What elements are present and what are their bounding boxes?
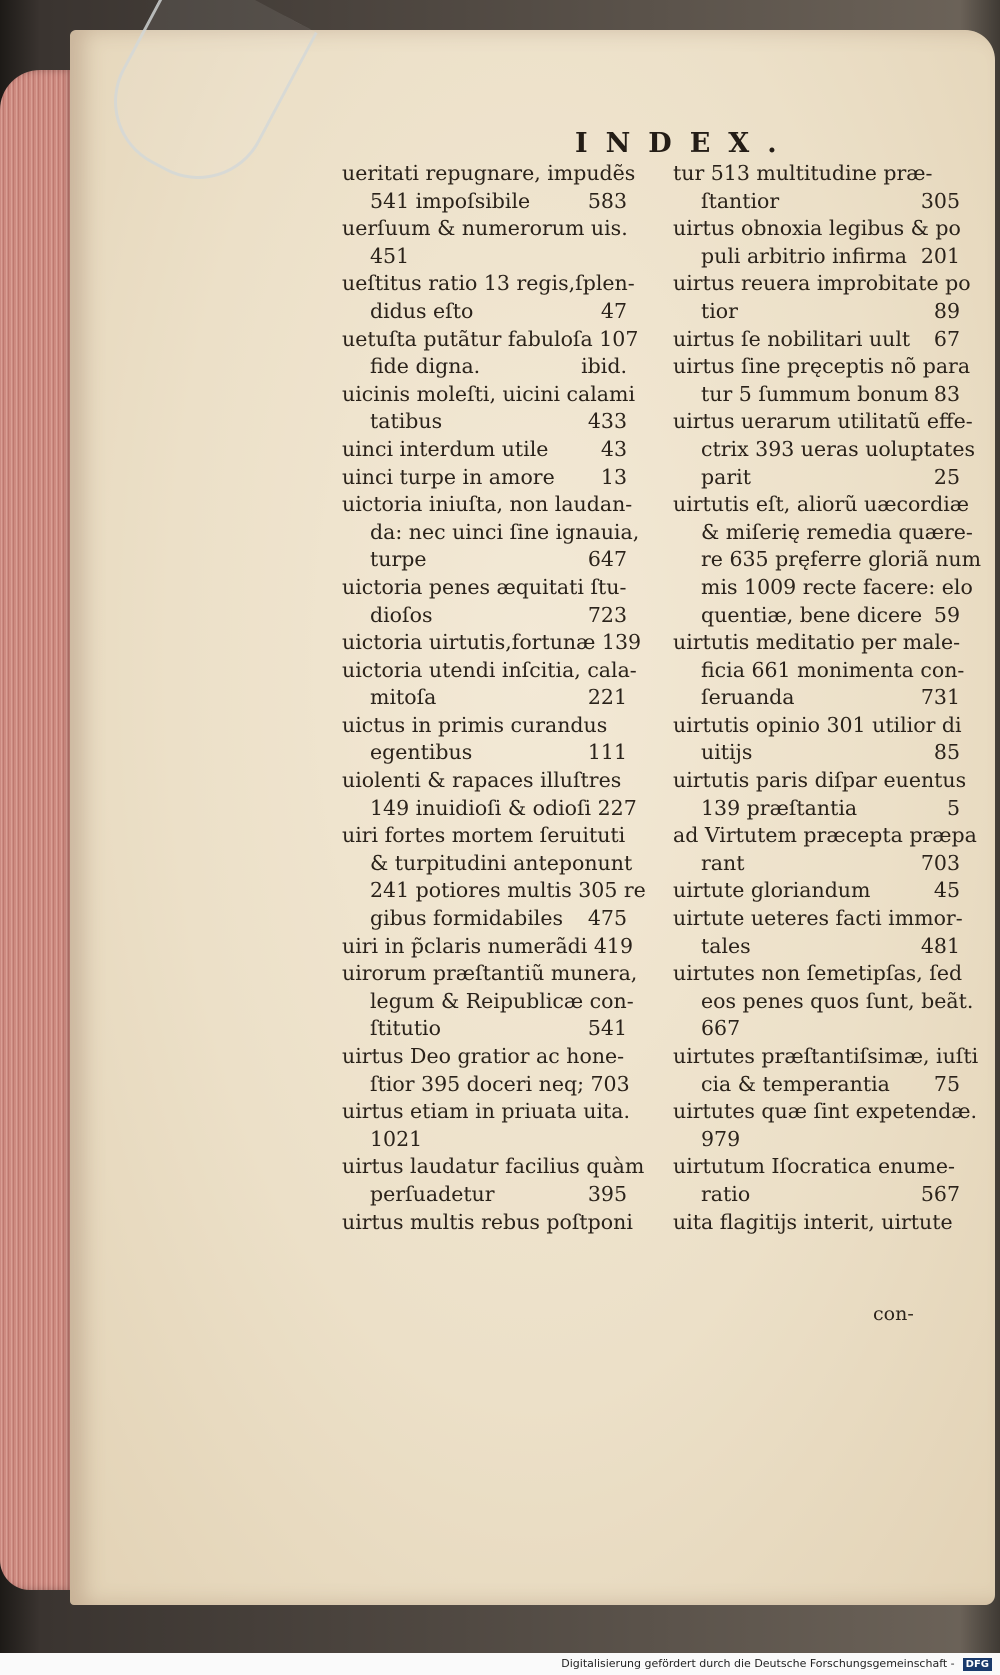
index-entry [342,1209,633,1237]
index-entry-line: ſtantior 305 [673,188,960,216]
index-entry-line: uiri in p̃claris numerãdi 419 [342,933,634,958]
index-page-number: 13 [600,464,627,489]
index-entry-line: uita flagitijs interit, uirtute [673,1209,953,1234]
index-entry [673,1153,960,1208]
index-entry-line: da: nec uinci ſine ignauia, [370,519,640,544]
index-page-number: 75 [933,1071,960,1096]
index-entry-line: 241 potiores multis 305 re [370,878,646,903]
index-page-number: 201 [920,243,960,268]
index-entry [342,933,634,961]
index-entry [342,822,646,932]
index-entry-line: mitoſa 221 [342,684,627,712]
index-page-number: 83 [933,381,960,406]
index-entry-line: uictoria utendi inſcitia, cala- [342,657,637,682]
index-entry-line: & turpitudini anteponunt [370,850,633,875]
index-entry-line: uirtus laudatur facilius quàm [342,1154,645,1179]
index-entry-line: ſtior 395 doceri neq; 703 [370,1071,630,1096]
index-page-number: 433 [587,409,627,434]
index-entry-line: egentibus 111 [342,739,627,767]
index-page-number: 85 [933,740,960,765]
index-entry [673,960,974,1043]
index-entry-line: 149 inuidioſi & odioſi 227 [370,795,637,820]
index-entry-line: uirtutes non ſemetipſas, ſed [673,961,963,986]
index-page-number: 475 [587,906,627,931]
index-page-number: 25 [933,464,960,489]
index-page-number: 647 [587,547,627,572]
index-entry-line: ad Virtutem præcepta præpa [673,823,977,848]
index-entry [673,491,982,629]
index-entry-line: uirtus reuera improbitate po [673,271,971,296]
index-entry [673,160,960,215]
index-entry-line: uirtus Deo gratior ac hone- [342,1044,625,1068]
index-entry-line: uirtutis opinio 301 utilior di [673,712,962,737]
index-entry-line: puli arbitrio infirma 201 [673,243,960,271]
index-entry [673,712,960,767]
index-entry-line: eos penes quos ſunt, beãt. [701,988,974,1013]
index-entry-line: tur 5 ſummum bonum 83 [673,381,960,409]
index-page-number: 89 [933,298,960,323]
index-page-number: 395 [587,1181,627,1206]
index-entry [342,960,638,1043]
index-entry-line: parit 25 [673,464,960,492]
index-entry-line: uirtute gloriandum 45 [673,877,960,905]
index-entry [342,574,627,629]
index-entry-line: uinci turpe in amore 13 [342,464,627,492]
index-entry-line: uetuſta putãtur fabuloſa 107 [342,326,639,351]
index-entry-line: tur 513 multitudine præ- [673,161,933,185]
index-entry-line: 1021 [370,1126,423,1151]
index-entry-line: uitijs 85 [673,739,960,767]
index-page-number: 567 [920,1181,960,1206]
index-entry-line: uinci interdum utile 43 [342,436,627,464]
index-entry-line: ſtitutio 541 [342,1015,627,1043]
index-page-number: 221 [587,685,627,710]
index-entry [342,1043,630,1098]
index-entry-line: tior 89 [673,298,960,326]
index-entry-line: gibus formidabiles 475 [342,905,627,933]
index-entry-line: rant 703 [673,850,960,878]
index-entry-line: 979 [701,1126,741,1151]
index-entry [342,326,639,381]
index-entry-line: ſeruanda 731 [673,684,960,712]
index-entry-line: uirorum præſtantiũ munera, [342,961,638,986]
index-entry-line: uirtutis paris diſpar euentus [673,768,967,793]
index-entry [673,1098,978,1153]
index-entry-line: uirtute ueteres facti immor- [673,906,963,931]
index-column-right [673,160,982,1236]
index-entry [673,767,967,822]
index-entry-line: & miſerię remedia quære- [701,519,973,544]
index-entry [673,353,971,408]
index-entry [342,436,627,464]
index-entry-line: uirtus obnoxia legibus & po [673,216,961,241]
index-page-number: 703 [920,850,960,875]
index-page-number: 45 [933,878,960,903]
index-entry-line: didus eſto 47 [342,298,627,326]
index-entry [673,822,977,877]
index-entry-line: 667 [701,1016,741,1041]
index-entry-line: cia & temperantia 75 [673,1071,960,1099]
book-page-edges [0,70,75,1590]
index-page-number: 723 [587,602,627,627]
index-entry-line: uiri fortes mortem ſeruituti [342,823,626,848]
running-head: INDEX. [575,128,795,159]
index-entry-line: legum & Reipublicæ con- [370,988,634,1013]
index-entry [673,408,975,491]
index-entry-line: uictoria penes æquitati ſtu- [342,574,627,599]
index-entry-line: uirtus ſe nobilitari uult 67 [673,326,960,354]
catchword: con- [873,1303,914,1325]
index-entry-line: 139 præſtantia 5 [673,795,960,823]
index-entry-line: uirtus etiam in priuata uita. [342,1099,631,1124]
index-column-left [342,160,646,1236]
index-entry [342,464,627,492]
index-entry-line: ficia 661 monimenta con- [701,657,965,682]
index-entry-line: dioſos 723 [342,602,627,630]
index-page-number: 59 [933,602,960,627]
index-entry-line: 451 [370,243,410,268]
index-entry-line: uirtutum Iſocratica enume- [673,1154,955,1179]
index-page-number: 305 [920,188,960,213]
index-entry [673,1209,960,1237]
index-entry [673,629,965,712]
index-entry-line: uictoria iniuſta, non laudan- [342,492,633,517]
index-page-number: 481 [920,933,960,958]
index-entry-line: tatibus 433 [342,408,627,436]
index-entry-line: tales 481 [673,933,960,961]
index-entry [342,270,635,325]
index-page-number: 583 [587,188,627,213]
index-entry-line: 541 impoſsibile 583 [342,188,627,216]
index-entry [673,326,960,354]
index-entry [342,491,640,574]
index-page-number: 47 [600,298,627,323]
index-entry [673,877,960,905]
index-entry [673,1043,979,1098]
index-page-number: 731 [920,685,960,710]
index-entry [342,1098,631,1153]
index-entry-line: ueſtitus ratio 13 regis,ſplen- [342,271,635,296]
digitization-footer [0,1653,1000,1675]
footer-text: Digitalisierung gefördert durch die Deutsche Forschungsgemeinschaft - [561,1657,955,1670]
index-entry [342,657,637,712]
dfg-logo: DFG [963,1658,992,1671]
index-page-number: 5 [946,795,960,820]
index-entry-line: uirtus ſine pręceptis nõ para [673,354,971,379]
index-entry-line: turpe 647 [342,546,627,574]
index-entry-line: quentiæ, bene dicere 59 [673,602,960,630]
index-entry [342,1153,645,1208]
index-entry [673,215,960,270]
index-entry-line: uerſuum & numerorum uis. [342,216,628,241]
index-entry-line: ueritati repugnare, impudẽs [342,161,636,185]
index-entry-line: uirtutis meditatio per male- [673,630,961,655]
index-entry-line: perſuadetur 395 [342,1181,627,1209]
index-entry-line: uirtutes præſtantiſsimæ, iuſti [673,1044,979,1068]
index-entry-line: fide digna. ibid. [342,353,627,381]
index-entry-line: uictus in primis curandus [342,712,608,737]
index-page-number: 67 [933,326,960,351]
index-page-number: 111 [587,740,627,765]
index-entry-line: ctrix 393 ueras uoluptates [701,436,975,461]
index-entry-line: uirtus multis rebus poſtponi [342,1209,633,1234]
index-entry [673,905,963,960]
index-entry-line: uirtutes quæ ſint expetendæ. [673,1099,978,1124]
index-entry [342,712,627,767]
index-entry [342,160,636,215]
index-entry-line: uicinis moleſti, uicini calami [342,381,636,406]
index-entry-line: uictoria uirtutis,fortunæ 139 [342,630,642,655]
index-entry [673,270,971,325]
index-entry [342,381,636,436]
index-entry-line: uiolenti & rapaces illuſtres [342,768,622,793]
index-entry-line: uirtutis eſt, aliorũ uæcordiæ [673,492,970,517]
index-entry-line: mis 1009 recte facere: elo [701,574,973,599]
index-page-number: ibid. [581,354,627,379]
index-entry [342,767,637,822]
index-entry [342,629,642,657]
index-entry-line: ratio 567 [673,1181,960,1209]
index-page-number: 43 [600,436,627,461]
index-entry [342,215,627,270]
index-entry-line: uirtus uerarum utilitatũ effe- [673,409,973,434]
index-page-number: 541 [587,1016,627,1041]
index-entry-line: re 635 pręferre gloriã num [701,547,982,572]
